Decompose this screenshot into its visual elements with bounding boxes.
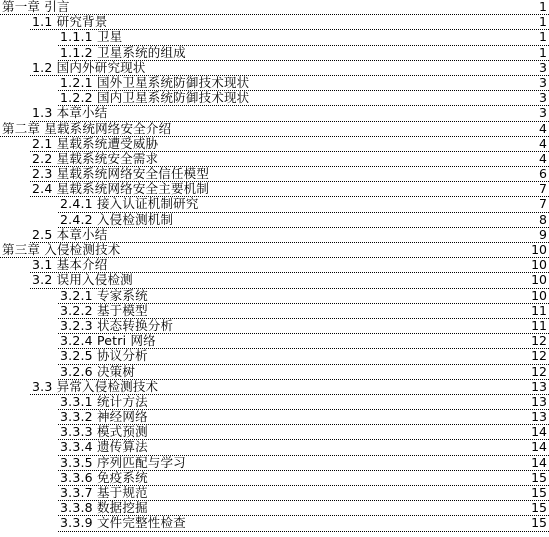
toc-entry[interactable] xyxy=(0,440,549,455)
toc-entry-page-number: 4 xyxy=(539,135,547,151)
toc-entry-page-number: 13 xyxy=(531,409,547,425)
toc-entry-title: 3.3.3 模式预测 xyxy=(60,424,148,440)
toc-entry-title: 3.3.6 免疫系统 xyxy=(60,469,148,485)
toc-entry[interactable] xyxy=(0,213,549,228)
toc-entry-page-number: 14 xyxy=(531,439,547,455)
toc-entry[interactable] xyxy=(0,122,549,137)
toc-entry-title: 3.3.7 基于规范 xyxy=(60,485,148,500)
toc-entry-page-number: 3 xyxy=(539,105,547,121)
toc-entry[interactable] xyxy=(0,410,549,425)
toc-entry-title: 第一章 引言 xyxy=(2,0,70,14)
toc-entry-page-number: 12 xyxy=(531,333,547,349)
toc-entry-page-number: 11 xyxy=(531,302,547,318)
toc-entry[interactable] xyxy=(0,258,549,273)
toc-entry-page-number: 11 xyxy=(531,317,547,333)
toc-entry-title: 3.2.3 状态转换分析 xyxy=(60,317,174,333)
toc-entry-page-number: 7 xyxy=(539,196,547,212)
toc-entry-title: 2.2 星载系统安全需求 xyxy=(32,150,159,166)
toc-entry-title: 第三章 入侵检测技术 xyxy=(2,242,121,257)
toc-entry[interactable] xyxy=(0,471,549,486)
toc-entry-page-number: 1 xyxy=(539,29,547,45)
toc-entry-title: 1.1 研究背景 xyxy=(32,14,108,30)
toc-entry-title: 1.1.2 卫星系统的组成 xyxy=(60,44,186,60)
toc-entry-page-number: 10 xyxy=(531,257,547,273)
toc-entry-title: 3.1 基本介绍 xyxy=(32,257,108,273)
toc-entry-title: 3.2 误用入侵检测 xyxy=(32,272,133,288)
toc-entry-page-number: 7 xyxy=(539,181,547,197)
toc-entry-title: 3.3.8 数据挖掘 xyxy=(60,500,148,516)
toc-entry[interactable] xyxy=(0,349,549,364)
toc-entry-page-number: 13 xyxy=(531,378,547,394)
toc-entry[interactable] xyxy=(0,137,549,152)
toc-entry-page-number: 12 xyxy=(531,348,547,364)
toc-entry-page-number: 8 xyxy=(539,211,547,227)
toc-entry-title: 3.2.4 Petri 网络 xyxy=(60,333,156,349)
toc-entry-title: 3.2.6 决策树 xyxy=(60,363,136,379)
toc-entry[interactable] xyxy=(0,516,549,531)
toc-entry-page-number: 13 xyxy=(531,393,547,409)
toc-entry-title: 1.2.2 国内卫星系统防御技术现状 xyxy=(60,90,250,106)
toc-entry-title: 2.3 星载系统网络安全信任模型 xyxy=(32,166,210,182)
toc-entry-page-number: 9 xyxy=(539,226,547,242)
toc-entry-title: 2.5 本章小结 xyxy=(32,226,108,242)
toc-entry-title: 3.2.2 基于模型 xyxy=(60,302,148,318)
toc-entry[interactable] xyxy=(0,61,549,76)
toc-entry-page-number: 1 xyxy=(539,14,547,30)
toc-entry-page-number: 1 xyxy=(539,44,547,60)
toc-entry[interactable] xyxy=(0,380,549,395)
toc-entry[interactable] xyxy=(0,167,549,182)
toc-entry-page-number: 15 xyxy=(531,500,547,516)
toc-entry-title: 3.3.9 文件完整性检查 xyxy=(60,515,186,531)
toc-entry-page-number: 14 xyxy=(531,424,547,440)
toc-entry-page-number: 1 xyxy=(539,0,547,14)
toc-entry-page-number: 3 xyxy=(539,90,547,106)
toc-entry-title: 1.3 本章小结 xyxy=(32,105,108,121)
toc-entry[interactable] xyxy=(0,0,549,15)
toc-entry[interactable] xyxy=(0,501,549,516)
toc-entry-title: 3.3.4 遗传算法 xyxy=(60,439,148,455)
toc-entry-title: 3.3.2 神经网络 xyxy=(60,409,148,425)
toc-entry[interactable] xyxy=(0,425,549,440)
toc-entry-page-number: 10 xyxy=(531,272,547,288)
toc-entry-title: 2.4.2 入侵检测机制 xyxy=(60,211,174,227)
toc-entry-title: 3.3.5 序列匹配与学习 xyxy=(60,454,186,470)
toc-entry[interactable] xyxy=(0,182,549,197)
toc-entry-title: 2.1 星载系统遭受威胁 xyxy=(32,135,159,151)
toc-entry[interactable] xyxy=(0,486,549,501)
toc-entry[interactable] xyxy=(0,228,549,243)
toc-entry-title: 1.2.1 国外卫星系统防御技术现状 xyxy=(60,74,250,90)
toc-entry-page-number: 15 xyxy=(531,485,547,500)
toc-entry[interactable] xyxy=(0,289,549,304)
toc-entry-title: 2.4.1 接入认证机制研究 xyxy=(60,196,199,212)
toc-entry[interactable] xyxy=(0,365,549,380)
toc-entry-page-number: 10 xyxy=(531,242,547,257)
toc-entry-page-number: 3 xyxy=(539,74,547,90)
toc-entry[interactable] xyxy=(0,15,549,30)
toc-entry-title: 第二章 星载系统网络安全介绍 xyxy=(2,120,172,136)
toc-entry-title: 3.3.1 统计方法 xyxy=(60,393,148,409)
toc-entry[interactable] xyxy=(0,456,549,471)
toc-entry-title: 2.4 星载系统网络安全主要机制 xyxy=(32,181,210,197)
toc-entry[interactable] xyxy=(0,197,549,212)
toc-entry[interactable] xyxy=(0,106,549,121)
toc-entry[interactable] xyxy=(0,273,549,288)
toc-entry[interactable] xyxy=(0,152,549,167)
toc-entry[interactable] xyxy=(0,319,549,334)
toc-entry-page-number: 6 xyxy=(539,166,547,182)
toc-entry[interactable] xyxy=(0,46,549,61)
toc-entry-page-number: 14 xyxy=(531,454,547,470)
toc-entry-title: 3.3 异常入侵检测技术 xyxy=(32,378,159,394)
toc-entry-title: 1.1.1 卫星 xyxy=(60,29,123,45)
toc-entry-page-number: 12 xyxy=(531,363,547,379)
toc-entry[interactable] xyxy=(0,76,549,91)
toc-entry-page-number: 4 xyxy=(539,150,547,166)
toc-entry[interactable] xyxy=(0,243,549,258)
toc-entry-page-number: 4 xyxy=(539,120,547,136)
toc-entry-title: 1.2 国内外研究现状 xyxy=(32,59,146,75)
toc-entry[interactable] xyxy=(0,334,549,349)
toc-entry-title: 3.2.1 专家系统 xyxy=(60,287,148,303)
toc-entry-page-number: 10 xyxy=(531,287,547,303)
toc-entry[interactable] xyxy=(0,30,549,45)
toc-entry-page-number: 3 xyxy=(539,59,547,75)
toc-entry-title: 3.2.5 协议分析 xyxy=(60,348,148,364)
toc-entry[interactable] xyxy=(0,304,549,319)
toc-entry-page-number: 15 xyxy=(531,469,547,485)
toc-entry[interactable] xyxy=(0,395,549,410)
toc-entry-page-number: 15 xyxy=(531,515,547,531)
toc-entry[interactable] xyxy=(0,91,549,106)
